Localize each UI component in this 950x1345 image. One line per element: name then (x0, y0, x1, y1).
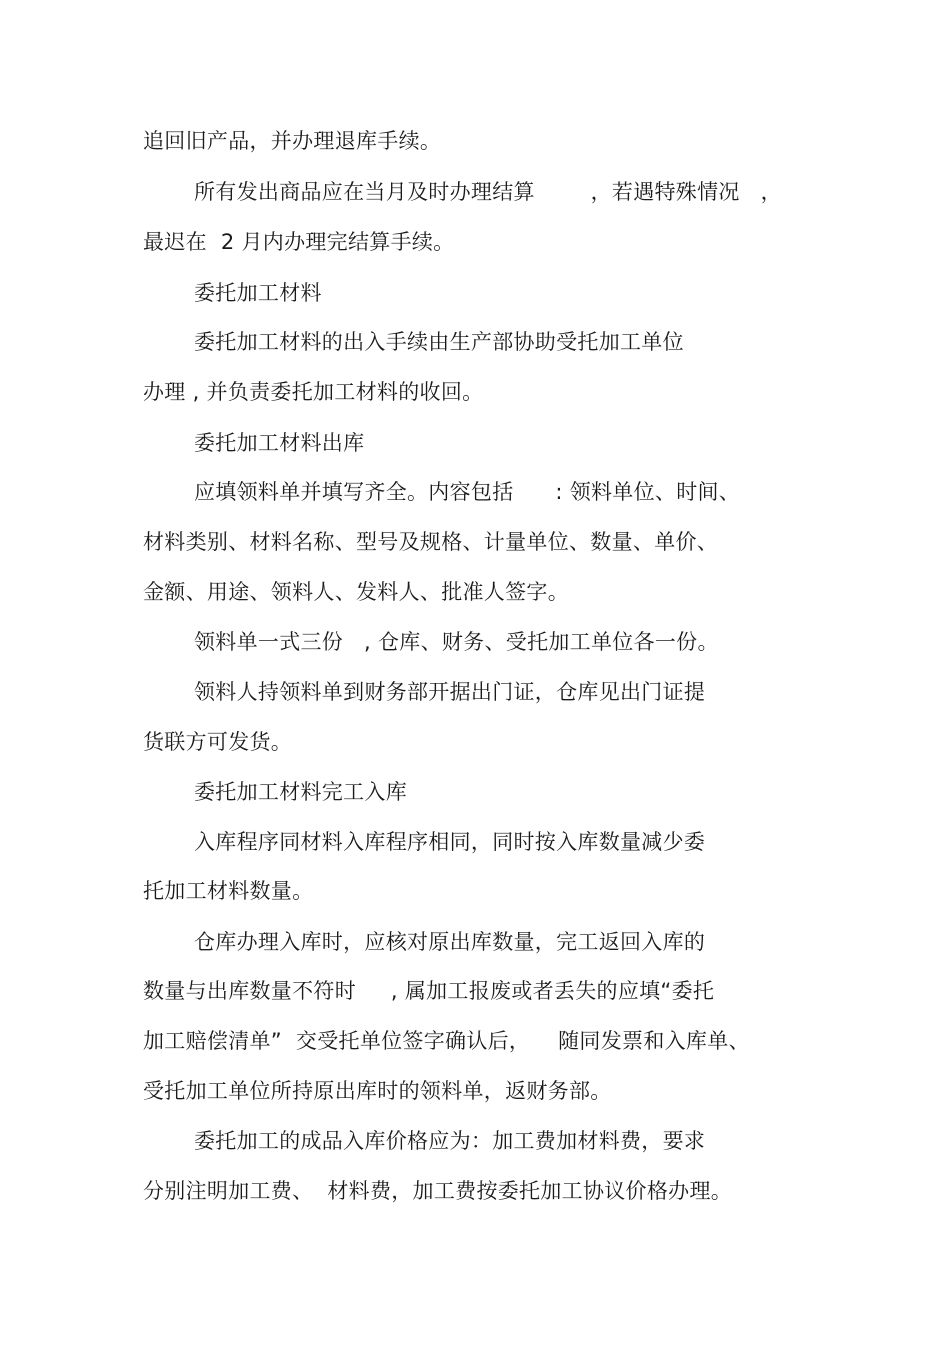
text-line: 受托加工单位所持原出库时的领料单，返财务部。 (143, 1079, 612, 1103)
text-line: 货联方可发货。 (143, 730, 293, 754)
text-line: 最迟在 2 月内办理完结算手续。 (143, 230, 455, 254)
text-line: 委托加工材料的出入手续由生产部协助受托加工单位 (194, 330, 684, 354)
text-line: 材料类别、材料名称、型号及规格、计量单位、数量、单价、 (143, 530, 719, 554)
text-line: 办理 , 并负责委托加工材料的收回。 (143, 380, 484, 404)
text-line: 数量与出库数量不符时 , 属加工报废或者丢失的应填“委托 (143, 979, 715, 1003)
text-line: 领料人持领料单到财务部开据出门证，仓库见出门证提 (194, 680, 706, 704)
section-heading: 委托加工材料出库 (194, 431, 365, 455)
text-line: 应填领料单并填写齐全。内容包括 : 领料单位、时间、 (194, 480, 741, 504)
text-line: 仓库办理入库时，应核对原出库数量，完工返回入库的 (194, 930, 706, 954)
text-line: 分别注明加工费、 材料费，加工费按委托加工协议价格办理。 (143, 1179, 733, 1203)
text-line: 金额、用途、领料人、发料人、批准人签字。 (143, 580, 569, 604)
text-line: 托加工材料数量。 (143, 879, 314, 903)
section-heading: 委托加工材料 (194, 281, 322, 305)
text-line: 委托加工的成品入库价格应为：加工费加材料费，要求 (194, 1129, 706, 1153)
text-line: 加工赔偿清单” 交受托单位签字确认后， 随同发票和入库单、 (143, 1029, 750, 1053)
text-line: 所有发出商品应在当月及时办理结算 ，若遇特殊情况 ， (194, 180, 782, 204)
text-line: 领料单一式三份 , 仓库、财务、受托加工单位各一份。 (194, 630, 719, 654)
section-heading: 委托加工材料完工入库 (194, 780, 407, 804)
text-line: 追回旧产品，并办理退库手续。 (143, 129, 442, 153)
text-line: 入库程序同材料入库程序相同，同时按入库数量减少委 (194, 830, 706, 854)
